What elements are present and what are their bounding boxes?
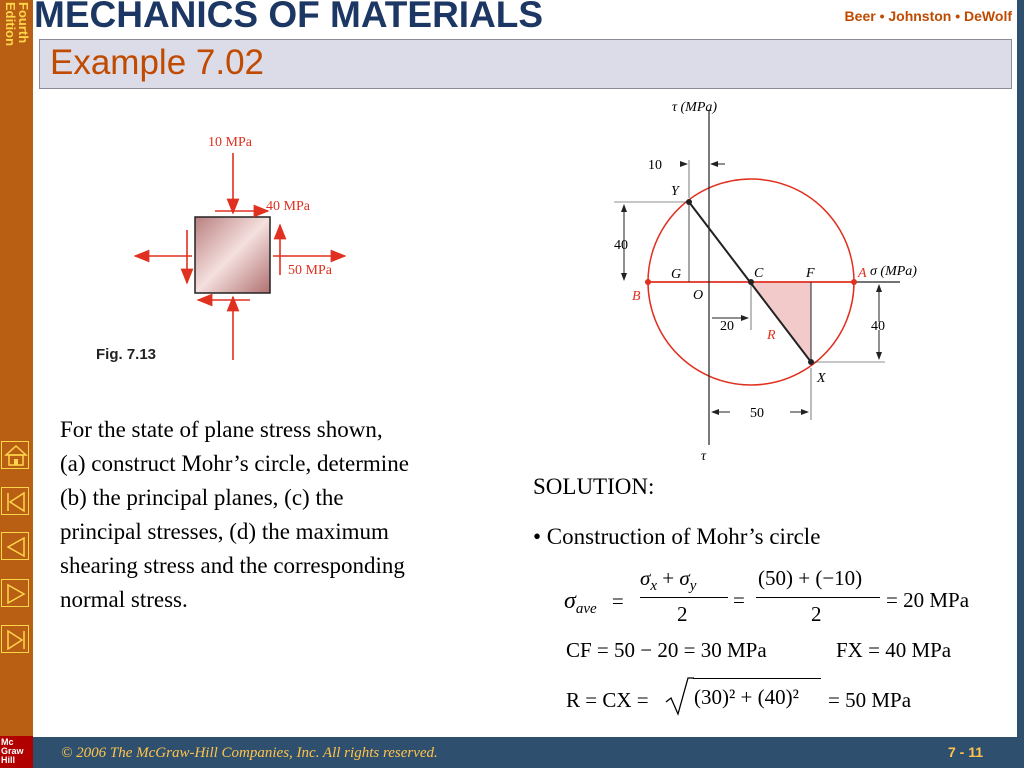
dim-10: 10	[648, 158, 662, 173]
solution-bullet: • Construction of Mohr’s circle	[533, 524, 821, 549]
mcgraw-hill-logo	[0, 736, 33, 768]
label-f: F	[806, 266, 815, 281]
label-c: C	[754, 266, 764, 281]
eq-sigma-numerator	[640, 566, 697, 594]
eq-sigma-ave-lhs: $\sigma_{ave}$ =	[564, 588, 624, 617]
sidebar	[0, 0, 33, 768]
eq-cf: CF = 50 − 20 = 30 MPa	[566, 638, 767, 662]
logo-line: Mc	[1, 737, 14, 747]
label-g: G	[671, 267, 682, 282]
tau-axis-label: τ (MPa)	[672, 100, 718, 115]
eq-denominator-1: 2	[677, 602, 688, 626]
label-r: R	[767, 328, 776, 343]
stress-element-figure	[96, 125, 370, 365]
fraction-bar-2	[756, 597, 880, 598]
edition-label	[0, 0, 33, 60]
problem-line: shearing stress and the corresponding	[60, 553, 405, 578]
eq-denominator-2: 2	[811, 602, 822, 626]
eq-result-1: = 20 MPa	[886, 588, 970, 612]
problem-line: (b) the principal planes, (c) the	[60, 485, 344, 510]
sigma-x-sub: x	[650, 578, 658, 594]
dim-50: 50	[750, 406, 764, 421]
last-page-button[interactable]	[1, 625, 29, 653]
previous-page-icon	[2, 533, 30, 561]
figure-caption: Fig. 7.13	[96, 346, 157, 363]
footer	[33, 737, 1017, 768]
dim-20: 20	[720, 319, 734, 334]
solution-heading: SOLUTION:	[533, 474, 655, 499]
tau-bottom-label: τ	[701, 449, 707, 464]
label-40mpa: 40 MPa	[266, 199, 310, 214]
logo-line: Hill	[1, 755, 16, 765]
eq-fx: FX = 40 MPa	[836, 638, 952, 662]
page-title: Example 7.02	[50, 43, 265, 82]
problem-line: principal stresses, (d) the maximum	[60, 519, 389, 544]
label-50mpa: 50 MPa	[288, 263, 332, 278]
dim-40-right: 40	[871, 319, 885, 334]
point-x	[808, 359, 814, 365]
dim-40-left: 40	[614, 238, 628, 253]
eq-equals: =	[733, 588, 745, 612]
sigma-sub-ave: ave	[575, 601, 597, 617]
problem-line: (a) construct Mohr’s circle, determine	[60, 451, 409, 476]
fraction-bar-1	[640, 597, 728, 598]
copyright-text: © 2006 The McGraw-Hill Companies, Inc. All rights reserved.	[61, 745, 438, 761]
next-page-button[interactable]	[1, 579, 29, 607]
last-page-icon	[2, 626, 30, 654]
sigma-axis-label: σ (MPa)	[870, 264, 917, 279]
edition-line2: Edition	[3, 2, 18, 47]
point-b	[645, 279, 651, 285]
sqrt-overbar	[693, 678, 821, 679]
label-y: Y	[671, 184, 679, 199]
home-icon	[2, 442, 30, 470]
stress-element-square	[195, 217, 270, 293]
sigma-y-sub: y	[689, 578, 697, 594]
plus-sign: +	[662, 566, 675, 590]
next-page-icon	[2, 580, 30, 608]
eq-r-lhs: R = CX =	[566, 688, 649, 712]
page-number: 7 - 11	[947, 744, 983, 760]
eq-radicand: (30)² + (40)²	[694, 685, 799, 709]
sigma-x-symbol: σ	[640, 566, 651, 590]
first-page-button[interactable]	[1, 487, 29, 515]
sqrt-sign-icon	[664, 676, 694, 716]
home-button[interactable]	[1, 441, 29, 469]
label-a: A	[858, 266, 867, 281]
first-page-icon	[2, 488, 30, 516]
right-border	[1017, 0, 1024, 768]
edition-line1: Fourth	[16, 2, 31, 44]
label-b: B	[632, 289, 641, 304]
eq-r-result: = 50 MPa	[828, 688, 912, 712]
problem-line: normal stress.	[60, 587, 188, 612]
authors: Beer • Johnston • DeWolf	[844, 8, 1012, 24]
point-a	[851, 279, 857, 285]
book-title: MECHANICS OF MATERIALS	[34, 0, 544, 35]
label-10mpa: 10 MPa	[208, 135, 252, 150]
sigma-symbol: σ	[564, 588, 576, 614]
label-x: X	[817, 371, 826, 386]
problem-statement	[60, 413, 510, 617]
eq-numeric-numerator: (50) + (−10)	[758, 566, 863, 590]
point-y	[686, 199, 692, 205]
example-title-bar	[39, 39, 1012, 89]
label-o: O	[693, 288, 704, 303]
problem-line: For the state of plane stress shown,	[60, 417, 383, 442]
previous-page-button[interactable]	[1, 532, 29, 560]
mohr-circle-figure	[600, 90, 960, 470]
sigma-y-symbol: σ	[679, 566, 690, 590]
logo-line: Graw	[1, 746, 24, 756]
